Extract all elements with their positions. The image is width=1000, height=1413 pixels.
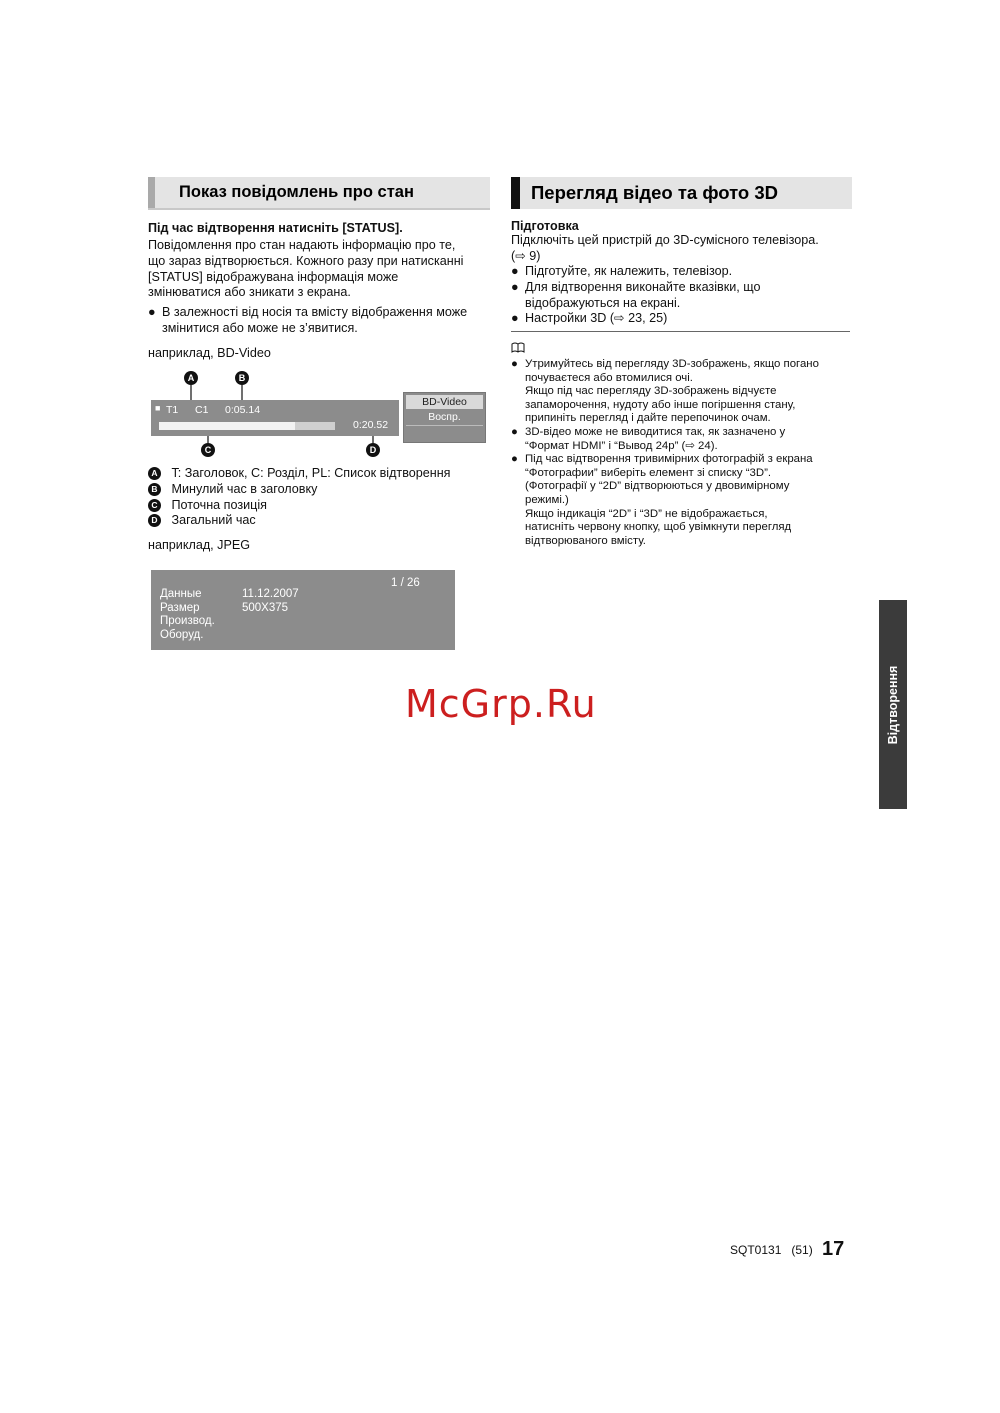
text-line: 3D-відео може не виводитися так, як зазначено у [525,425,786,438]
text-line: Підготуйте, як належить, телевізор. [525,264,733,278]
status-mini-panel [403,392,486,443]
legend-key-icon: D [148,514,161,527]
note-bullet-list [511,358,856,548]
prep-title: Підготовка [511,219,579,233]
footer-code [730,1243,813,1257]
bullet-icon: ● [511,264,519,278]
bullet-item [148,305,493,337]
text-line: змінюватися або зникати з екрана. [148,285,351,300]
watermark: McGrp.Ru [405,682,597,726]
text-line: (Фотографії у “2D” відтворюються у двовимірному [525,480,790,493]
legend-key-icon: C [148,499,161,512]
bullet-icon: ● [511,311,519,326]
note-book-icon [511,342,525,353]
text-line: В залежності від носія та вмісту відображення може [162,305,468,319]
legend-text: Загальний час [171,513,256,528]
chapter-side-tab [879,600,907,809]
legend-item [148,513,493,529]
section-title: Перегляд відео та фото 3D [531,182,779,203]
heading-underline [148,208,490,210]
info-label: Производ. [160,615,215,627]
progress-fill [159,422,295,430]
title-number: T1 [166,404,179,416]
chapter-number: C1 [195,404,209,416]
bullet-icon: ● [148,305,156,319]
section-heading-3d [511,177,852,209]
info-label: Размер [160,602,200,614]
text-line: “Фотографии” виберіть елемент зі списку “3D”. [525,466,772,479]
model-code: SQT0131 [730,1243,782,1257]
text-line: відтворюваного вмісту. [525,534,646,547]
bullet-item [511,358,856,426]
legend-item [148,498,493,514]
text-line: почуваєтеся або втомилися очі. [525,371,693,384]
legend-item [148,482,493,498]
subheading: Під час відтворення натисніть [STATUS]. [148,221,403,235]
photo-counter: 1 / 26 [391,577,420,589]
total-time: 0:20.52 [353,419,389,431]
text-line: відображуються на екрані. [525,295,681,310]
text-line: “Формат HDMI” і “Вывод 24p” (⇨ 24). [525,439,718,452]
elapsed-time: 0:05.14 [225,404,261,416]
status-display-bar [151,400,399,436]
disc-type-label: BD-Video [406,395,483,409]
text-line: натисніть червону кнопку, щоб увімкнути перегляд [525,521,792,534]
text-line: Підключіть цей пристрій до 3D-сумісного телевізора. [511,233,819,247]
text-line: [STATUS] відображувана інформація може [148,269,399,284]
bullet-icon: ● [511,425,518,438]
text-line: (⇨ 9) [511,248,541,263]
example-label: наприклад, BD-Video [148,346,271,360]
text-line: Якщо під час перегляду 3D-зображень відчуєте [525,385,777,398]
intro-paragraph [148,238,493,301]
text-line: Настройки 3D (⇨ 23, 25) [525,311,668,326]
bullet-item [511,453,856,548]
callout-c-icon: C [201,443,215,457]
prep-bullet-list [511,264,856,327]
text-line: Під час відтворення тривимірних фотографій з екрана [525,453,813,466]
page-number: 17 [822,1238,845,1260]
section-divider [511,331,850,332]
callout-legend [148,466,493,529]
bullet-item [511,280,856,312]
bullet-icon: ● [511,279,519,294]
bullet-icon: ● [511,453,518,466]
callout-b-icon: B [235,371,249,385]
text-line: Якщо індикація “2D” і “3D” не відображається, [525,507,768,520]
bullet-item [511,426,856,453]
progress-bar [159,422,335,430]
text-line: Утримуйтесь від перегляду 3D-зображень, якщо погано [525,358,819,370]
legend-text: Минулий час в заголовку [171,481,318,496]
info-value: 500X375 [242,602,289,614]
legend-text: Поточна позиція [171,497,267,512]
text-line: Повідомлення про стан надають інформацію про те, [148,238,456,252]
section-title: Показ повідомлень про стан [179,183,414,201]
text-line: запаморочення, нудоту або інше погіршення стану, [525,398,796,411]
divider [406,425,483,426]
legend-item [148,466,493,482]
info-value: 11.12.2007 [242,588,299,600]
callout-d-icon: D [366,443,380,457]
legend-key-icon: B [148,483,161,496]
sub-page-number: (51) [791,1243,813,1257]
text-line: режимі.) [525,493,569,506]
info-label: Оборуд. [160,629,204,641]
example-label: наприклад, JPEG [148,538,251,552]
prep-paragraph [511,233,856,265]
text-line: що зараз відтворюється. Кожного разу при натисканні [148,253,464,268]
bullet-item [511,311,856,327]
text-line: Для відтворення виконайте вказівки, що [525,279,761,294]
side-tab-label: Відтворення [886,665,900,744]
legend-text: T: Заголовок, C: Розділ, PL: Список відтворення [171,466,451,480]
text-line: припиніть перегляд і дайте перепочинок очам. [525,412,771,425]
play-state-label: Воспр. [428,411,461,423]
legend-key-icon: A [148,467,161,480]
callout-a-icon: A [184,371,198,385]
bullet-icon: ● [511,358,518,370]
text-line: змінитися або може не з’явитися. [162,320,358,335]
jpeg-info-panel [151,570,455,650]
stop-icon: ■ [155,403,161,413]
info-label: Данные [160,588,202,600]
bullet-item [511,264,856,280]
section-heading-status [148,177,490,209]
